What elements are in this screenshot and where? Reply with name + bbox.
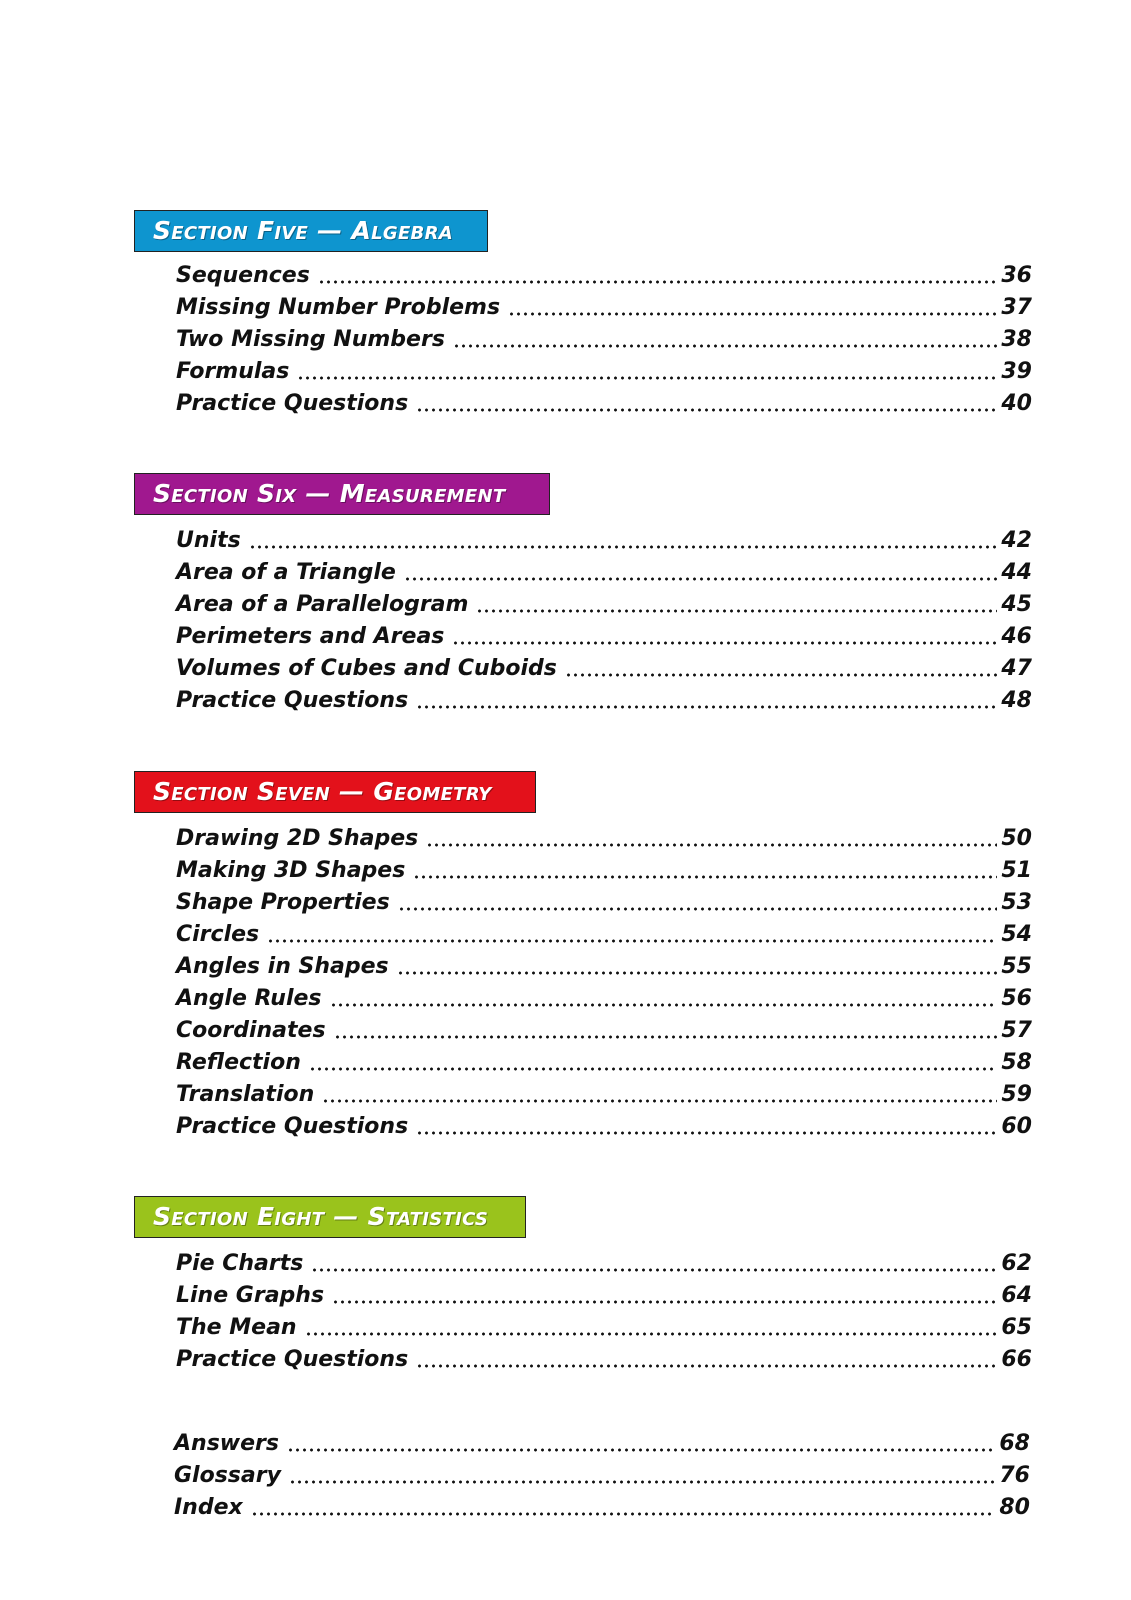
entry-page: 76 — [999, 1463, 1030, 1488]
toc-entry[interactable] — [176, 1344, 1032, 1376]
section-five-entries — [176, 260, 1032, 420]
section-seven-banner: Section Seven — Geometry — [134, 771, 536, 813]
entry-label: Line Graphs — [176, 1283, 325, 1308]
toc-entry[interactable] — [174, 1492, 1030, 1524]
entry-page: 66 — [1001, 1347, 1032, 1372]
dot-leader — [413, 875, 997, 879]
dot-leader — [318, 280, 998, 284]
toc-entry[interactable] — [176, 1312, 1032, 1344]
dot-leader — [476, 609, 997, 613]
entry-label: Coordinates — [176, 1018, 326, 1043]
entry-page: 36 — [1001, 263, 1032, 288]
section-eight-banner: Section Eight — Statistics — [134, 1196, 526, 1238]
entry-label: Units — [176, 528, 241, 553]
dot-leader — [289, 1480, 995, 1484]
dot-leader — [416, 1131, 997, 1135]
dot-leader — [334, 1035, 998, 1039]
toc-entry[interactable] — [176, 653, 1032, 685]
entry-label: Volumes of Cubes and Cuboids — [176, 656, 557, 681]
entry-page: 40 — [1001, 391, 1032, 416]
dot-leader — [309, 1067, 997, 1071]
entry-page: 80 — [999, 1495, 1030, 1520]
entry-label: Perimeters and Areas — [176, 624, 445, 649]
dot-leader — [330, 1003, 998, 1007]
toc-entry[interactable] — [176, 260, 1032, 292]
entry-page: 37 — [1001, 295, 1032, 320]
toc-entry[interactable] — [176, 951, 1032, 983]
section-seven-entries — [176, 823, 1032, 1143]
entry-label: Practice Questions — [176, 391, 409, 416]
entry-label: Practice Questions — [176, 1347, 409, 1372]
entry-page: 54 — [1001, 922, 1032, 947]
dot-leader — [453, 344, 997, 348]
entry-label: Missing Number Problems — [176, 295, 501, 320]
entry-label: Practice Questions — [176, 1114, 409, 1139]
dot-leader — [305, 1332, 998, 1336]
dot-leader — [508, 312, 997, 316]
entry-label: Angles in Shapes — [176, 954, 389, 979]
dot-leader — [416, 408, 997, 412]
entry-label: Index — [174, 1495, 243, 1520]
section-six-entries — [176, 525, 1032, 717]
entry-page: 39 — [1001, 359, 1032, 384]
entry-page: 46 — [1001, 624, 1032, 649]
toc-entry[interactable] — [176, 324, 1032, 356]
dot-leader — [251, 1512, 996, 1516]
entry-label: Shape Properties — [176, 890, 390, 915]
back-matter-entries — [174, 1428, 1030, 1524]
entry-page: 56 — [1001, 986, 1032, 1011]
entry-label: Area of a Parallelogram — [176, 592, 469, 617]
entry-label: The Mean — [176, 1315, 297, 1340]
dot-leader — [452, 641, 997, 645]
entry-label: Two Missing Numbers — [176, 327, 445, 352]
entry-label: Answers — [174, 1431, 279, 1456]
toc-entry[interactable] — [176, 685, 1032, 717]
entry-page: 64 — [1001, 1283, 1032, 1308]
dot-leader — [398, 907, 998, 911]
toc-entry[interactable] — [176, 1248, 1032, 1280]
entry-label: Formulas — [176, 359, 290, 384]
entry-page: 48 — [1001, 688, 1032, 713]
entry-page: 44 — [1001, 560, 1032, 585]
toc-entry[interactable] — [176, 887, 1032, 919]
entry-page: 38 — [1001, 327, 1032, 352]
dot-leader — [426, 843, 997, 847]
section-six-banner: Section Six — Measurement — [134, 473, 550, 515]
toc-entry[interactable] — [176, 589, 1032, 621]
entry-label: Making 3D Shapes — [176, 858, 406, 883]
toc-entry[interactable] — [176, 1015, 1032, 1047]
entry-label: Practice Questions — [176, 688, 409, 713]
dot-leader — [397, 971, 998, 975]
entry-label: Circles — [176, 922, 260, 947]
toc-entry[interactable] — [176, 525, 1032, 557]
toc-entry[interactable] — [176, 292, 1032, 324]
toc-entry[interactable] — [174, 1460, 1030, 1492]
entry-label: Glossary — [174, 1463, 281, 1488]
dot-leader — [565, 673, 997, 677]
section-five-banner: Section Five — Algebra — [134, 210, 488, 252]
dot-leader — [416, 1364, 997, 1368]
toc-entry[interactable] — [176, 1111, 1032, 1143]
dot-leader — [404, 577, 998, 581]
entry-page: 68 — [999, 1431, 1030, 1456]
entry-page: 47 — [1001, 656, 1032, 681]
toc-entry[interactable] — [176, 388, 1032, 420]
toc-entry[interactable] — [176, 621, 1032, 653]
dot-leader — [267, 939, 997, 943]
toc-entry[interactable] — [176, 1047, 1032, 1079]
section-eight-entries — [176, 1248, 1032, 1376]
dot-leader — [416, 705, 997, 709]
entry-page: 45 — [1001, 592, 1032, 617]
entry-page: 59 — [1001, 1082, 1032, 1107]
dot-leader — [311, 1268, 997, 1272]
entry-label: Angle Rules — [176, 986, 322, 1011]
entry-page: 55 — [1001, 954, 1032, 979]
dot-leader — [322, 1099, 997, 1103]
entry-page: 51 — [1001, 858, 1032, 883]
entry-page: 57 — [1001, 1018, 1032, 1043]
entry-label: Drawing 2D Shapes — [176, 826, 419, 851]
toc-entry[interactable] — [176, 983, 1032, 1015]
dot-leader — [297, 376, 997, 380]
toc-entry[interactable] — [176, 855, 1032, 887]
entry-label: Area of a Triangle — [176, 560, 396, 585]
entry-label: Reflection — [176, 1050, 301, 1075]
toc-entry[interactable] — [176, 919, 1032, 951]
entry-page: 58 — [1001, 1050, 1032, 1075]
entry-label: Sequences — [176, 263, 310, 288]
toc-entry[interactable] — [176, 823, 1032, 855]
toc-entry[interactable] — [176, 356, 1032, 388]
toc-entry[interactable] — [176, 557, 1032, 589]
entry-page: 60 — [1001, 1114, 1032, 1139]
entry-page: 50 — [1001, 826, 1032, 851]
toc-entry[interactable] — [176, 1280, 1032, 1312]
entry-page: 62 — [1001, 1251, 1032, 1276]
toc-entry[interactable] — [174, 1428, 1030, 1460]
entry-label: Pie Charts — [176, 1251, 304, 1276]
entry-page: 65 — [1001, 1315, 1032, 1340]
entry-label: Translation — [176, 1082, 315, 1107]
entry-page: 42 — [1001, 528, 1032, 553]
dot-leader — [249, 545, 998, 549]
entry-page: 53 — [1001, 890, 1032, 915]
dot-leader — [287, 1448, 995, 1452]
dot-leader — [332, 1300, 997, 1304]
toc-entry[interactable] — [176, 1079, 1032, 1111]
